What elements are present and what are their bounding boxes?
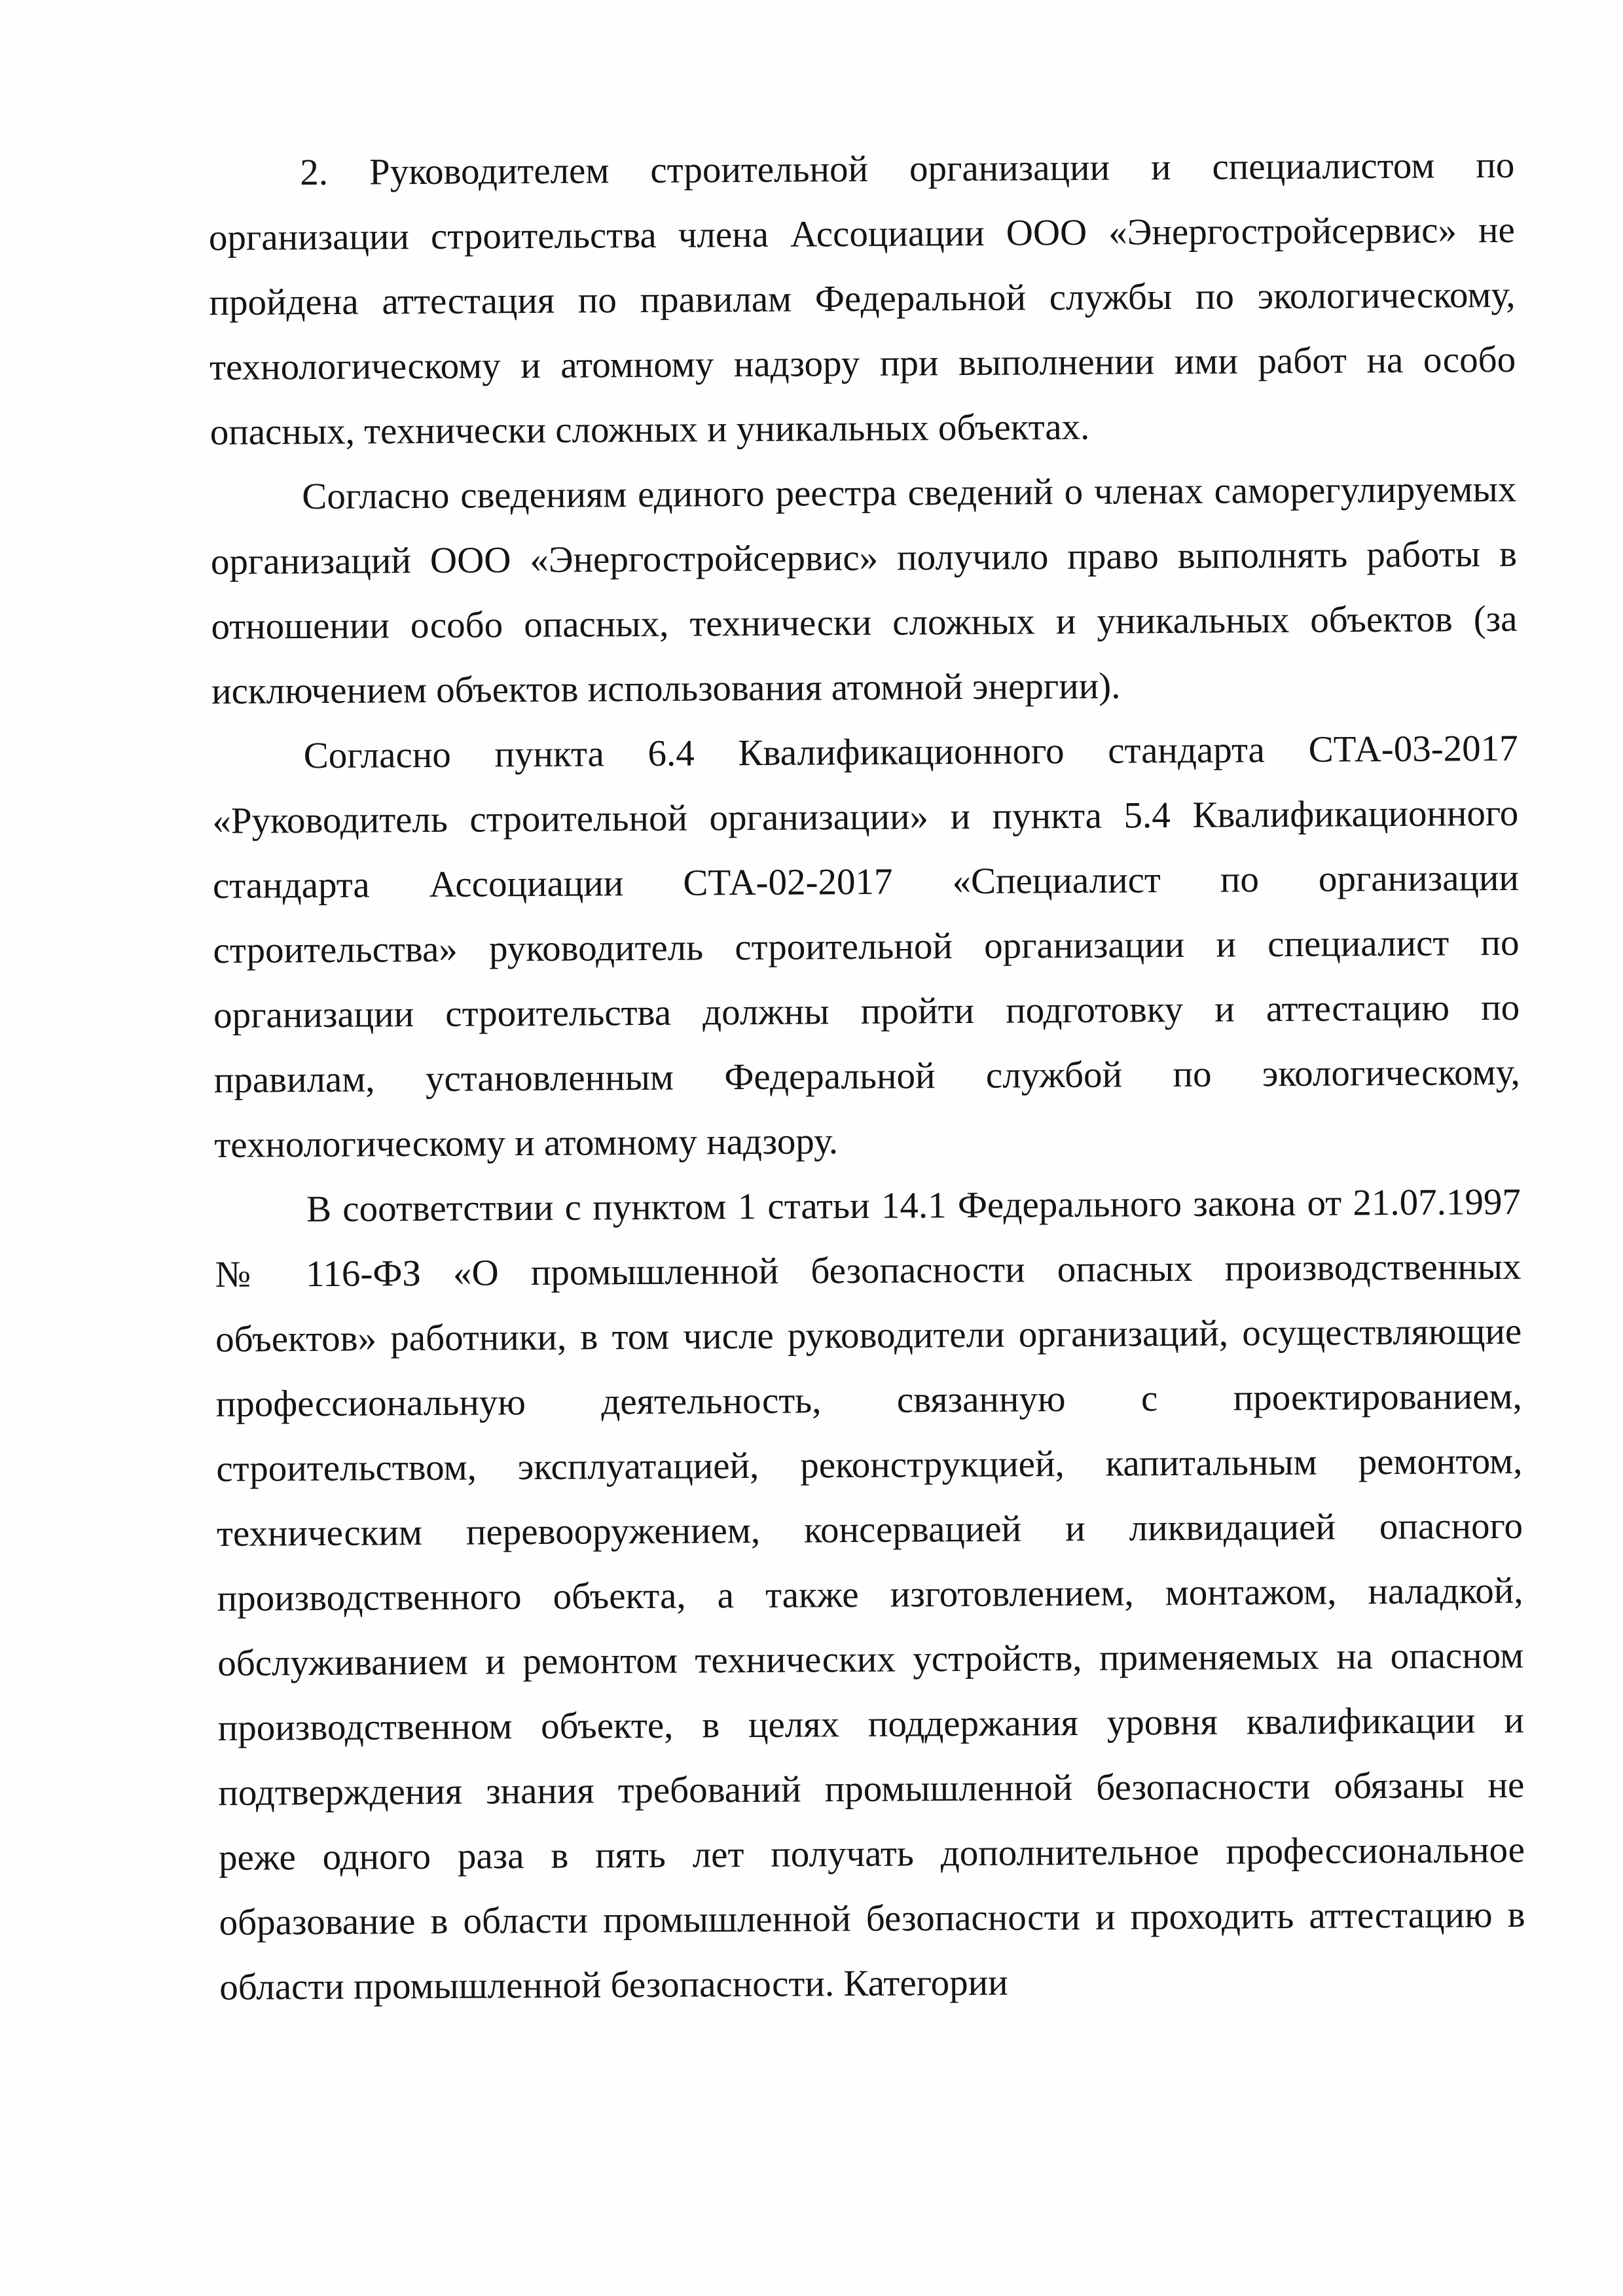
paragraph-federal-law: В соответствии с пунктом 1 статьи 14.1 Федерального закона от 21.07.1997 № 116-ФЗ «О промышленной безопасности опасных производственных объектов» работники, в том числе руководители организаций, осуществляющие профессиональную деятельность, связанную с проектированием, строительством, эксплуатацией, реконструкцией, капитальным ремонтом, техническим перевооружением, консервацией и ликвидацией опасного производственного объекта, а также изготовлением, монтажом, наладкой, обслуживанием и ремонтом технических устройств, применяемых на опасном производственном объекте, в целях поддержания уровня квалификации и подтверждения знания требований промышленной безопасности обязаны не реже одного раза в пять лет получать дополнительное профессиональное образование в области промышленной безопасности и проходить аттестацию в области промышленной безопасности. Категории — [215, 1181, 1525, 2008]
document-body — [208, 133, 1526, 2020]
paragraph-registry-information: Согласно сведениям единого реестра сведений о членах саморегулируемых организаций ООО «Энергостройсервис» получило право выполнять работы в отношении особо опасных, технически сложных и уникальных объектов (за исключением объектов использования атомной энергии). — [210, 468, 1518, 712]
paragraph-certification-not-passed: 2. Руководителем строительной организации и специалистом по организации строительства члена Ассоциации ООО «Энергостройсервис» не пройдена аттестация по правилам Федеральной службы по экологическому, технологическому и атомному надзору при выполнении ими работ на особо опасных, технически сложных и уникальных объектах. — [208, 144, 1516, 453]
paragraph-qualification-standards: Согласно пункта 6.4 Квалификационного стандарта СТА-03-2017 «Руководитель строительной организации» и пункта 5.4 Квалификационного стандарта Ассоциации СТА-02-2017 «Специалист по организации строительства» руководитель строительной организации и специалист по организации строительства должны пройти подготовку и аттестацию по правилам, установленным Федеральной службой по экологическому, технологическому и атомному надзору. — [212, 727, 1520, 1166]
